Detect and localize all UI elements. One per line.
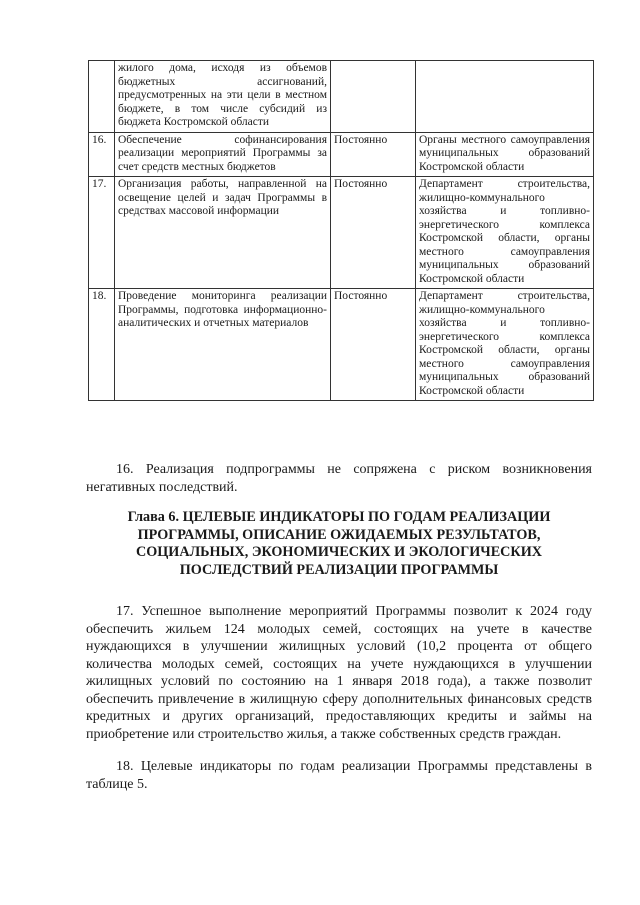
table-row — [89, 61, 594, 133]
executor-cell: Органы местного самоуправления муниципальных образований Костромской области — [416, 132, 594, 177]
executor-cell: Департамент строительства, жилищно-коммунального хозяйства и топливно-энергетического комплекса Костромской области, органы местного самоуправления муниципальных образований Костромской области — [416, 289, 594, 401]
chapter-heading — [86, 509, 592, 579]
table-row — [89, 177, 594, 289]
paragraph-17: 17. Успешное выполнение мероприятий Программы позволит к 2024 году обеспечить жильем 124 молодых семей, состоящих на учете в качестве нуждающихся в улучшении жилищных условий (10,2 процента от общего количества молодых семей, состоящих на учете нуждающихся в улучшении жилищных условий по состоянию на 1 января 2018 года), а также позволит обеспечить привлечение в жилищную сферу дополнительных финансовых средств кредитных и других организаций, предоставляющих кредиты и займы на приобретение или строительство жилья, а также собственных средств граждан. — [86, 604, 592, 742]
heading-line: ПРОГРАММЫ, ОПИСАНИЕ ОЖИДАЕМЫХ РЕЗУЛЬТАТОВ, — [137, 526, 541, 543]
row-number: 16. — [89, 132, 115, 177]
measure-cell: Проведение мониторинга реализации Программы, подготовка информационно-аналитических и отчетных материалов — [115, 289, 331, 401]
row-number — [89, 61, 115, 133]
heading-line: СОЦИАЛЬНЫХ, ЭКОНОМИЧЕСКИХ И ЭКОЛОГИЧЕСКИХ — [135, 544, 542, 560]
heading-line: ПОСЛЕДСТВИЙ РЕАЛИЗАЦИИ ПРОГРАММЫ — [179, 561, 499, 578]
executor-cell — [416, 61, 594, 133]
term-cell: Постоянно — [331, 177, 416, 289]
measure-cell: жилого дома, исходя из объемов бюджетных ассигнований, предусмотренных на эти цели в местном бюджете, в том числе субсидий из бюджета Костромской области — [115, 61, 331, 133]
row-number: 18. — [89, 289, 115, 401]
measures-table — [88, 60, 594, 401]
table-row — [89, 132, 594, 177]
executor-cell: Департамент строительства, жилищно-коммунального хозяйства и топливно-энергетического комплекса Костромской области, органы местного самоуправления муниципальных образований Костромской области — [416, 177, 594, 289]
term-cell: Постоянно — [331, 289, 416, 401]
measure-cell: Обеспечение софинансирования реализации мероприятий Программы за счет средств местных бюджетов — [115, 132, 331, 177]
table-row — [89, 289, 594, 401]
term-cell: Постоянно — [331, 132, 416, 177]
measure-cell: Организация работы, направленной на освещение целей и задач Программы в средствах массовой информации — [115, 177, 331, 289]
paragraph-18: 18. Целевые индикаторы по годам реализации Программы представлены в таблице 5. — [86, 759, 592, 792]
paragraph-16: 16. Реализация подпрограммы не сопряжена с риском возникновения негативных последствий. — [86, 462, 592, 495]
term-cell — [331, 61, 416, 133]
heading-line: Глава 6. ЦЕЛЕВЫЕ ИНДИКАТОРЫ ПО ГОДАМ РЕАЛИЗАЦИИ — [127, 509, 551, 525]
row-number: 17. — [89, 177, 115, 289]
